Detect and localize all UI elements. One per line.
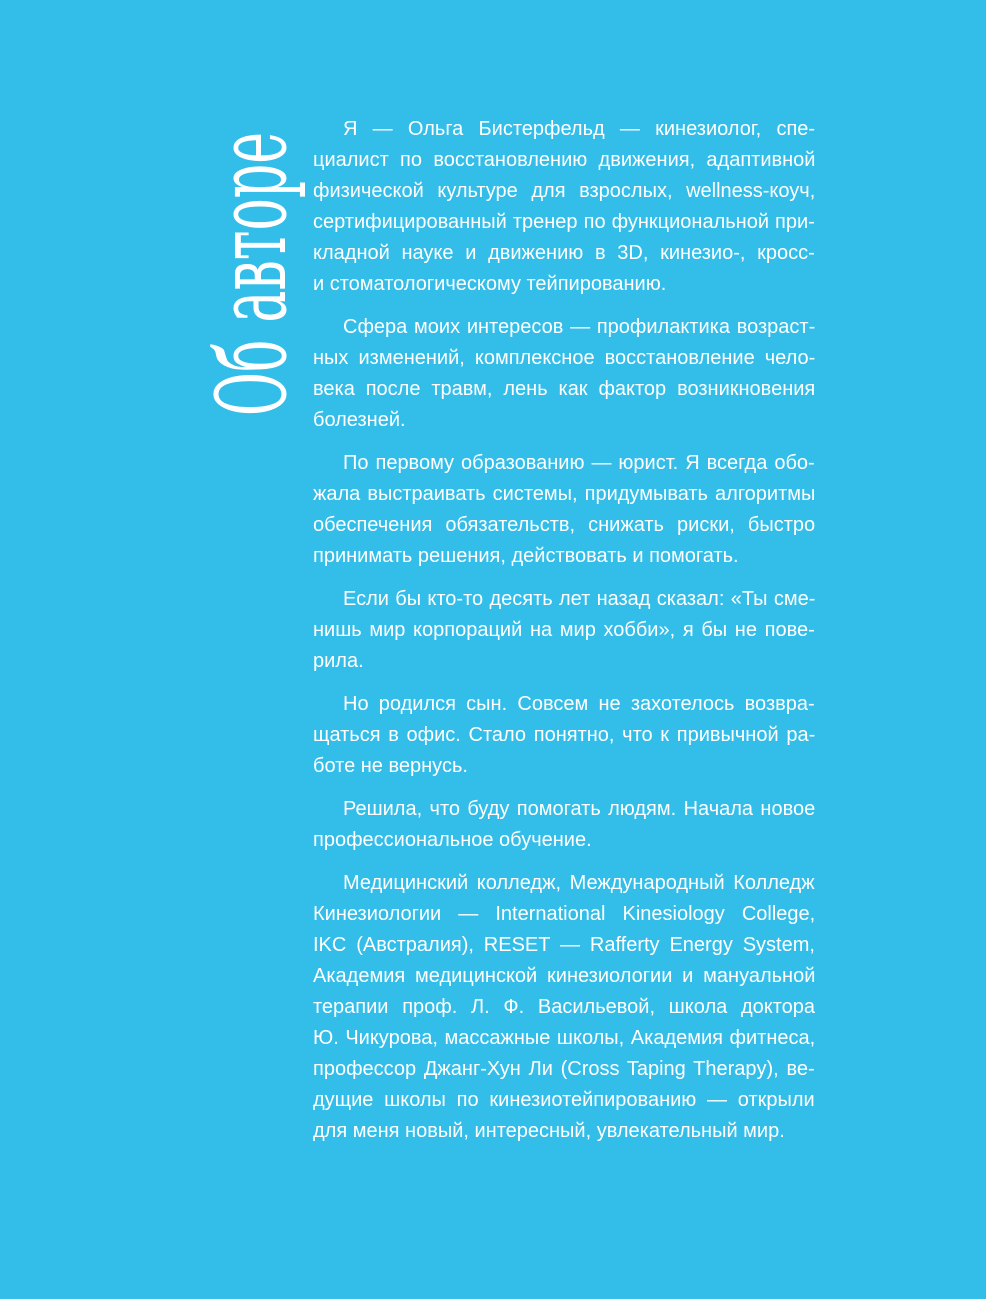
chapter-title-text: Об авторе <box>196 131 308 417</box>
paragraph <box>313 689 815 782</box>
paragraph <box>313 114 815 300</box>
text-line: века после травм, лень как фактор возникновения <box>313 378 816 400</box>
text-line: профессор Джанг-Хун Ли (Cross Taping Therapy), ве- <box>313 1058 815 1080</box>
text-line: Кинезиологии — International Kinesiology College, <box>313 903 816 925</box>
text-line: нишь мир корпораций на мир хобби», я бы не пове- <box>313 619 815 641</box>
paragraph <box>313 312 815 436</box>
text-line: обеспечения обязательств, снижать риски, быстро <box>313 514 816 536</box>
text-line: жала выстраивать системы, придумывать алгоритмы <box>313 483 816 505</box>
text-line: ных изменений, комплексное восстановление чело- <box>313 347 816 369</box>
paragraph <box>313 448 815 572</box>
text-line: профессиональное обучение. <box>313 829 592 851</box>
text-line: Академия медицинской кинезиологии и мануальной <box>313 965 816 987</box>
text-line: Медицинский колледж, Международный Колледж <box>343 872 815 894</box>
text-line: Ю. Чикурова, массажные школы, Академия фитнеса, <box>313 1027 816 1049</box>
text-line: Сфера моих интересов — профилактика возраст- <box>343 316 816 338</box>
paragraph <box>313 794 815 856</box>
paragraph <box>313 868 815 1147</box>
text-line: терапии проф. Л. Ф. Васильевой, школа доктора <box>313 996 816 1018</box>
text-line: IKC (Австралия), RESET — Rafferty Energy System, <box>313 934 815 956</box>
text-line: сертифицированный тренер по функциональной при- <box>313 211 815 233</box>
text-line: дущие школы по кинезиотейпированию — открыли <box>313 1089 815 1111</box>
text-line: Но родился сын. Совсем не захотелось возвра- <box>343 693 815 715</box>
text-line: рила. <box>313 650 364 672</box>
text-line: По первому образованию — юрист. Я всегда обо- <box>343 452 815 474</box>
text-line: кладной науке и движению в 3D, кинезио-, кросс- <box>313 242 815 264</box>
text-line: щаться в офис. Стало понятно, что к привычной ра- <box>313 724 816 746</box>
paragraph <box>313 584 815 677</box>
chapter-title <box>196 118 308 430</box>
body-text <box>313 114 815 1159</box>
text-line: для меня новый, интересный, увлекательный мир. <box>313 1120 785 1142</box>
text-line: и стоматологическому тейпированию. <box>313 273 667 295</box>
text-line: болезней. <box>313 409 406 431</box>
text-line: физической культуре для взрослых, wellness-коуч, <box>313 180 816 202</box>
text-line: Решила, что буду помогать людям. Начала новое <box>343 798 816 820</box>
text-line: боте не вернусь. <box>313 755 468 777</box>
text-line: циалист по восстановлению движения, адаптивной <box>313 149 816 171</box>
text-line: Я — Ольга Бистерфельд — кинезиолог, спе- <box>343 118 816 140</box>
text-line: Если бы кто-то десять лет назад сказал: «Ты сме- <box>343 588 816 610</box>
text-line: принимать решения, действовать и помогать. <box>313 545 739 567</box>
